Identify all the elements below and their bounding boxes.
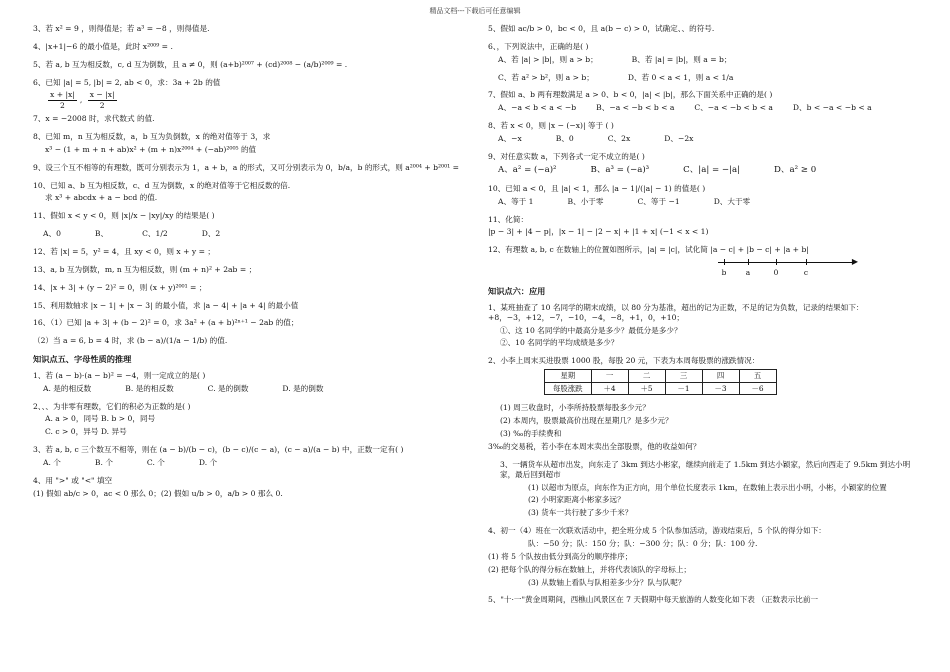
question-16-part-1: 16、（1）已知 |a + 3| + (b − 2)² = 0，求 3a² + (a + b)²ⁿ⁺¹ − 2ab 的值；: [33, 318, 299, 328]
tick-c: [806, 259, 807, 265]
option-d: D、若 0 < a < 1，则 a < 1/a: [627, 72, 734, 82]
option-c: C. 是的倒数: [207, 383, 249, 393]
label-b: b: [721, 268, 727, 278]
table-row: [545, 382, 777, 395]
tick-a: [748, 259, 749, 265]
section5-q2: 2、、、为非零有理数，它们的积必为正数的是( ): [33, 401, 191, 411]
option-d: D、大于零: [713, 196, 751, 206]
application-3-part-3: (3) 货车一共行驶了多少千米？: [528, 508, 633, 518]
option-a: A、0: [43, 229, 61, 239]
question-8-expression: x³ − (1 + m + n + ab)x² + (m + n)x²⁰⁰⁴ + (−ab)²⁰⁰⁵ 的值: [45, 144, 257, 154]
tick-0: [776, 259, 777, 265]
section5-q2-options-cd: C. c > 0，异号 D. 异号: [45, 427, 127, 437]
table-cell: －6: [739, 382, 776, 395]
label-a: a: [745, 268, 751, 278]
section5-q2-options-ab: A. a > 0，同号 B. b > 0，同号: [45, 414, 156, 424]
question-7-right: 7、假如 a、b 两有理数满足 a > 0、b < 0，|a| < |b|，那么下面关系中正确的是( ): [488, 90, 773, 100]
option-a: A、等于 1: [498, 196, 534, 206]
question-6-options-ab: [498, 55, 920, 65]
option-b: B、−a < −b < b < a: [596, 103, 675, 113]
option-b: B、若 |a| = |b|，则 a = b；: [631, 54, 732, 64]
fraction-x-minus-absx: $\frac{x - |x|}{2}$: [89, 90, 115, 111]
option-c: C、等于 −1: [637, 196, 680, 206]
application-3-part-2: (2) 小明家距离小彬家多远？: [528, 495, 625, 505]
question-16-part-2: （2）当 a = 6, b = 4 时，求 (b − a)/(1/a − 1/b) 的值.: [33, 336, 228, 346]
option-d: D. 是的倒数: [282, 383, 324, 393]
option-a: A. 个: [43, 458, 61, 467]
table-cell: 二: [628, 370, 665, 383]
application-2-part-3: (3) ‰的手续费和: [500, 429, 562, 439]
application-2: 2、小李上周末买进股票 1000 股，每股 20 元，下表为本周每股票的涨跌情况：: [488, 356, 760, 366]
application-4-scores: 队：−50 分；队：150 分；队：−300 分；队：0 分；队：100 分.: [528, 539, 758, 548]
table-cell: 一: [591, 370, 628, 383]
question-11: 11、假如 x < y < 0，则 |x|/x − |xy|/xy 的结果是( ): [33, 211, 215, 221]
option-b: B、小于零: [567, 196, 604, 206]
section5-q4-parts: (1) 假如 ab/c > 0，ac < 0 那么 0；(2) 假如 u/b > 0，a/b > 0 那么 0.: [33, 488, 283, 498]
question-6-right: 6、，下列说法中，正确的是( ): [488, 41, 589, 51]
question-10-expression: 求 x³ + abcdx + a − bcd 的值.: [45, 193, 158, 203]
question-5-right: 5、假如 ac/b > 0，bc < 0，且 a(b − c) > 0，试确定、、的符号.: [488, 24, 715, 33]
option-c: C、2x: [607, 134, 631, 144]
question-3: 3、若 x² = 9 ，则得值是；若 a³ = −8 ，则得值是.: [33, 24, 210, 33]
option-d: D. 个: [198, 458, 218, 467]
option-b: B. 是的相反数: [125, 383, 174, 393]
application-1: 1、某班抽查了 10 名同学的期末成绩，以 80 分为基准，超出的记为正数，不足的记为负数，记录的结果如下：+8，−3，+12，−7，−10，−4，−8，+1，0，+10；: [488, 302, 864, 322]
table-cell: 四: [702, 370, 739, 383]
section5-q4: 4、用 ">" 或 "<" 填空: [33, 475, 113, 485]
application-5: 5、"十·一"黄金周期间，西樵山风景区在 7 天假期中每天旅游的人数变化如下表 （正数表示比前一: [488, 595, 819, 605]
section5-q1: 1、若 (a − b)·(a − b)² = −4，则一定成立的是( ): [33, 370, 206, 380]
question-9: 9、设三个互不相等的有理数，既可分别表示为 1，a + b，a 的形式，又可分别表示为 0，b/a，b 的形式，则 a²⁰⁰⁴ + b²⁰⁰¹ =: [33, 162, 459, 172]
option-b: B、0: [555, 134, 574, 144]
number-line-axis: [718, 262, 854, 263]
question-10-options: [498, 197, 920, 207]
question-4: 4、|x+1|−6 的最小值是，此时 x²⁰⁰⁹ = .: [33, 41, 173, 51]
option-a: A、若 |a| > |b|，则 a > b；: [498, 54, 598, 64]
question-11-options: [43, 229, 461, 239]
option-d: D、−2x: [664, 134, 694, 144]
table-row: [545, 370, 777, 383]
table-cell: ＋5: [628, 382, 665, 395]
question-6-options-cd: [498, 73, 920, 83]
question-9-right: 9、对任意实数 a，下列各式一定不成立的是( ): [488, 151, 645, 161]
option-c: C、|a| = −|a|: [683, 164, 741, 175]
application-4-part-2: (2) 把每个队的得分标在数轴上，并将代表该队的字母标上；: [488, 564, 692, 574]
question-11-right: 11、化简：: [488, 214, 529, 224]
question-15: 15、利用数轴求 |x − 1| + |x − 3| 的最小值，求 |a − 4| + |a + 4| 的最小值: [33, 300, 299, 310]
option-c: C. 个: [146, 458, 165, 467]
question-7: 7、x = −2008 时，求代数式 的值.: [33, 114, 155, 124]
tick-b: [724, 259, 725, 265]
section5-q1-options: [43, 384, 461, 394]
option-d: D、2: [201, 229, 221, 239]
stock-table: [544, 369, 777, 395]
number-line: [718, 258, 858, 280]
option-a: A. 是的相反数: [43, 383, 92, 393]
option-b: B、: [94, 229, 109, 239]
header-note: 精品文档---下载后可任意编辑: [429, 7, 521, 15]
option-d: D、b < −a < −b < a: [792, 103, 872, 113]
label-0: 0: [773, 268, 779, 278]
question-12: 12、若 |x| = 5，y² = 4，且 xy < 0，则 x + y = ；: [33, 247, 215, 257]
section-6-heading: 知识点六：应用: [488, 286, 546, 297]
question-6-fractions: $\frac{x + |x|}{2}$ , $\frac{x - |x|}{2}$: [50, 90, 115, 111]
section5-q3-options: [43, 458, 461, 468]
table-cell: －3: [702, 382, 739, 395]
option-a: A、a² = (−a)²: [498, 164, 557, 175]
table-cell: 每股涨跌: [545, 382, 592, 395]
question-8-options: [498, 134, 920, 144]
option-d: D、a² ≥ 0: [774, 164, 817, 175]
application-2-part-1: (1) 周三收盘时，小李所持股票每股多少元？: [500, 403, 650, 413]
fraction-x-plus-absx: $\frac{x + |x|}{2}$: [50, 90, 75, 111]
question-9-options: [498, 165, 920, 176]
application-3-part-1: (1) 以超市为原点，向东作为正方向，用个单位长度表示 1km，在数轴上表示出小明，小彬，小颖家的位置: [528, 482, 887, 492]
question-13: 13、a, b 互为倒数，m, n 互为相反数，则 (m + n)² + 2ab = ；: [33, 264, 257, 274]
question-5: 5、若 a, b 互为相反数，c, d 互为倒数，且 a ≠ 0，则 (a+b)²⁰⁰⁷ + (cd)²⁰⁰⁸ − (a/b)²⁰⁰⁹ = .: [33, 59, 348, 69]
question-12-right: 12、有理数 a, b, c 在数轴上的位置如图所示，|a| = |c|，试化简 |a − c| + |b − c| + |a + b|: [488, 245, 809, 255]
question-6: 6、已知 |a| = 5, |b| = 2, ab < 0，求：3a + 2b 的值: [33, 77, 221, 87]
left-column: [33, 24, 461, 507]
question-8: 8、已知 m，n 互为相反数，a，b 互为负倒数，x 的绝对值等于 3，求: [33, 132, 271, 142]
option-a: A、−x: [498, 134, 522, 144]
application-4: 4、初一（4）班在一次联欢活动中，把全班分成 5 个队参加活动，游戏结束后，5 个队的得分如下：: [488, 526, 826, 536]
option-b: B. 个: [94, 458, 113, 467]
table-cell: ＋4: [591, 382, 628, 395]
application-2-part-3-cont: 3‰的交易税，若小李在本周末卖出全部股票，他的收益如何？: [488, 441, 701, 451]
application-1-part-1: ①、这 10 名同学的中最高分是多少？最低分是多少？: [500, 325, 682, 335]
label-c: c: [803, 268, 809, 278]
question-10-right: 10、已知 a < 0，且 |a| < 1，那么 |a − 1|/(|a| − 1) 的值是( ): [488, 183, 706, 193]
table-cell: －1: [665, 382, 702, 395]
application-3: 3、一辆货车从超市出发，向东走了 3km 到达小彬家，继续向前走了 1.5km 到达小颖家，然后向西走了 9.5km 到达小明家，最后回到超市: [500, 459, 911, 479]
application-2-part-2: (2) 本周内，股票最高价出现在星期几？是多少元？: [500, 416, 673, 426]
application-1-part-2: ②、10 名同学的平均成绩是多少？: [500, 338, 619, 348]
section5-q3: 3、若 a, b, c 三个数互不相等，则在 (a − b)/(b − c)，(b − c)/(c − a)，(c − a)/(a − b) 中，正数一定有( ): [33, 445, 404, 455]
section-5-heading: 知识点五、字母性质的推理: [33, 354, 132, 365]
question-11-expression: |p − 3| + |4 − p|，|x − 1| − |2 − x| + |1 + x| (−1 < x < 1): [488, 227, 709, 237]
table-cell: 三: [665, 370, 702, 383]
option-c: C、1/2: [142, 229, 168, 239]
option-a: A、−a < b < a < −b: [498, 103, 577, 113]
application-4-part-1: (1) 将 5 个队按由低分到高分的顺序排序；: [488, 551, 633, 561]
question-7-options: [498, 103, 920, 113]
question-8-right: 8、若 x < 0，则 |x − (−x)| 等于 ( ): [488, 121, 614, 131]
option-c: C、若 a² > b²，则 a > b；: [498, 72, 594, 82]
option-c: C、−a < −b < b < a: [694, 103, 773, 113]
option-b: B、a³ = (−a)³: [590, 164, 650, 175]
question-14: 14、|x + 3| + (y − 2)² = 0，则 (x + y)²⁰⁰¹ = ；: [33, 282, 207, 292]
question-10: 10、已知 a、b 互为相反数，c、d 互为倒数，x 的绝对值等于它相反数的倍.: [33, 180, 291, 190]
right-column: [488, 24, 920, 613]
arrow-right-icon: ▶: [851, 257, 858, 267]
table-cell: 五: [739, 370, 776, 383]
application-4-part-3: (3) 从数轴上看队与队相差多少分？队与队呢？: [528, 577, 686, 587]
table-cell: 星期: [545, 370, 592, 383]
